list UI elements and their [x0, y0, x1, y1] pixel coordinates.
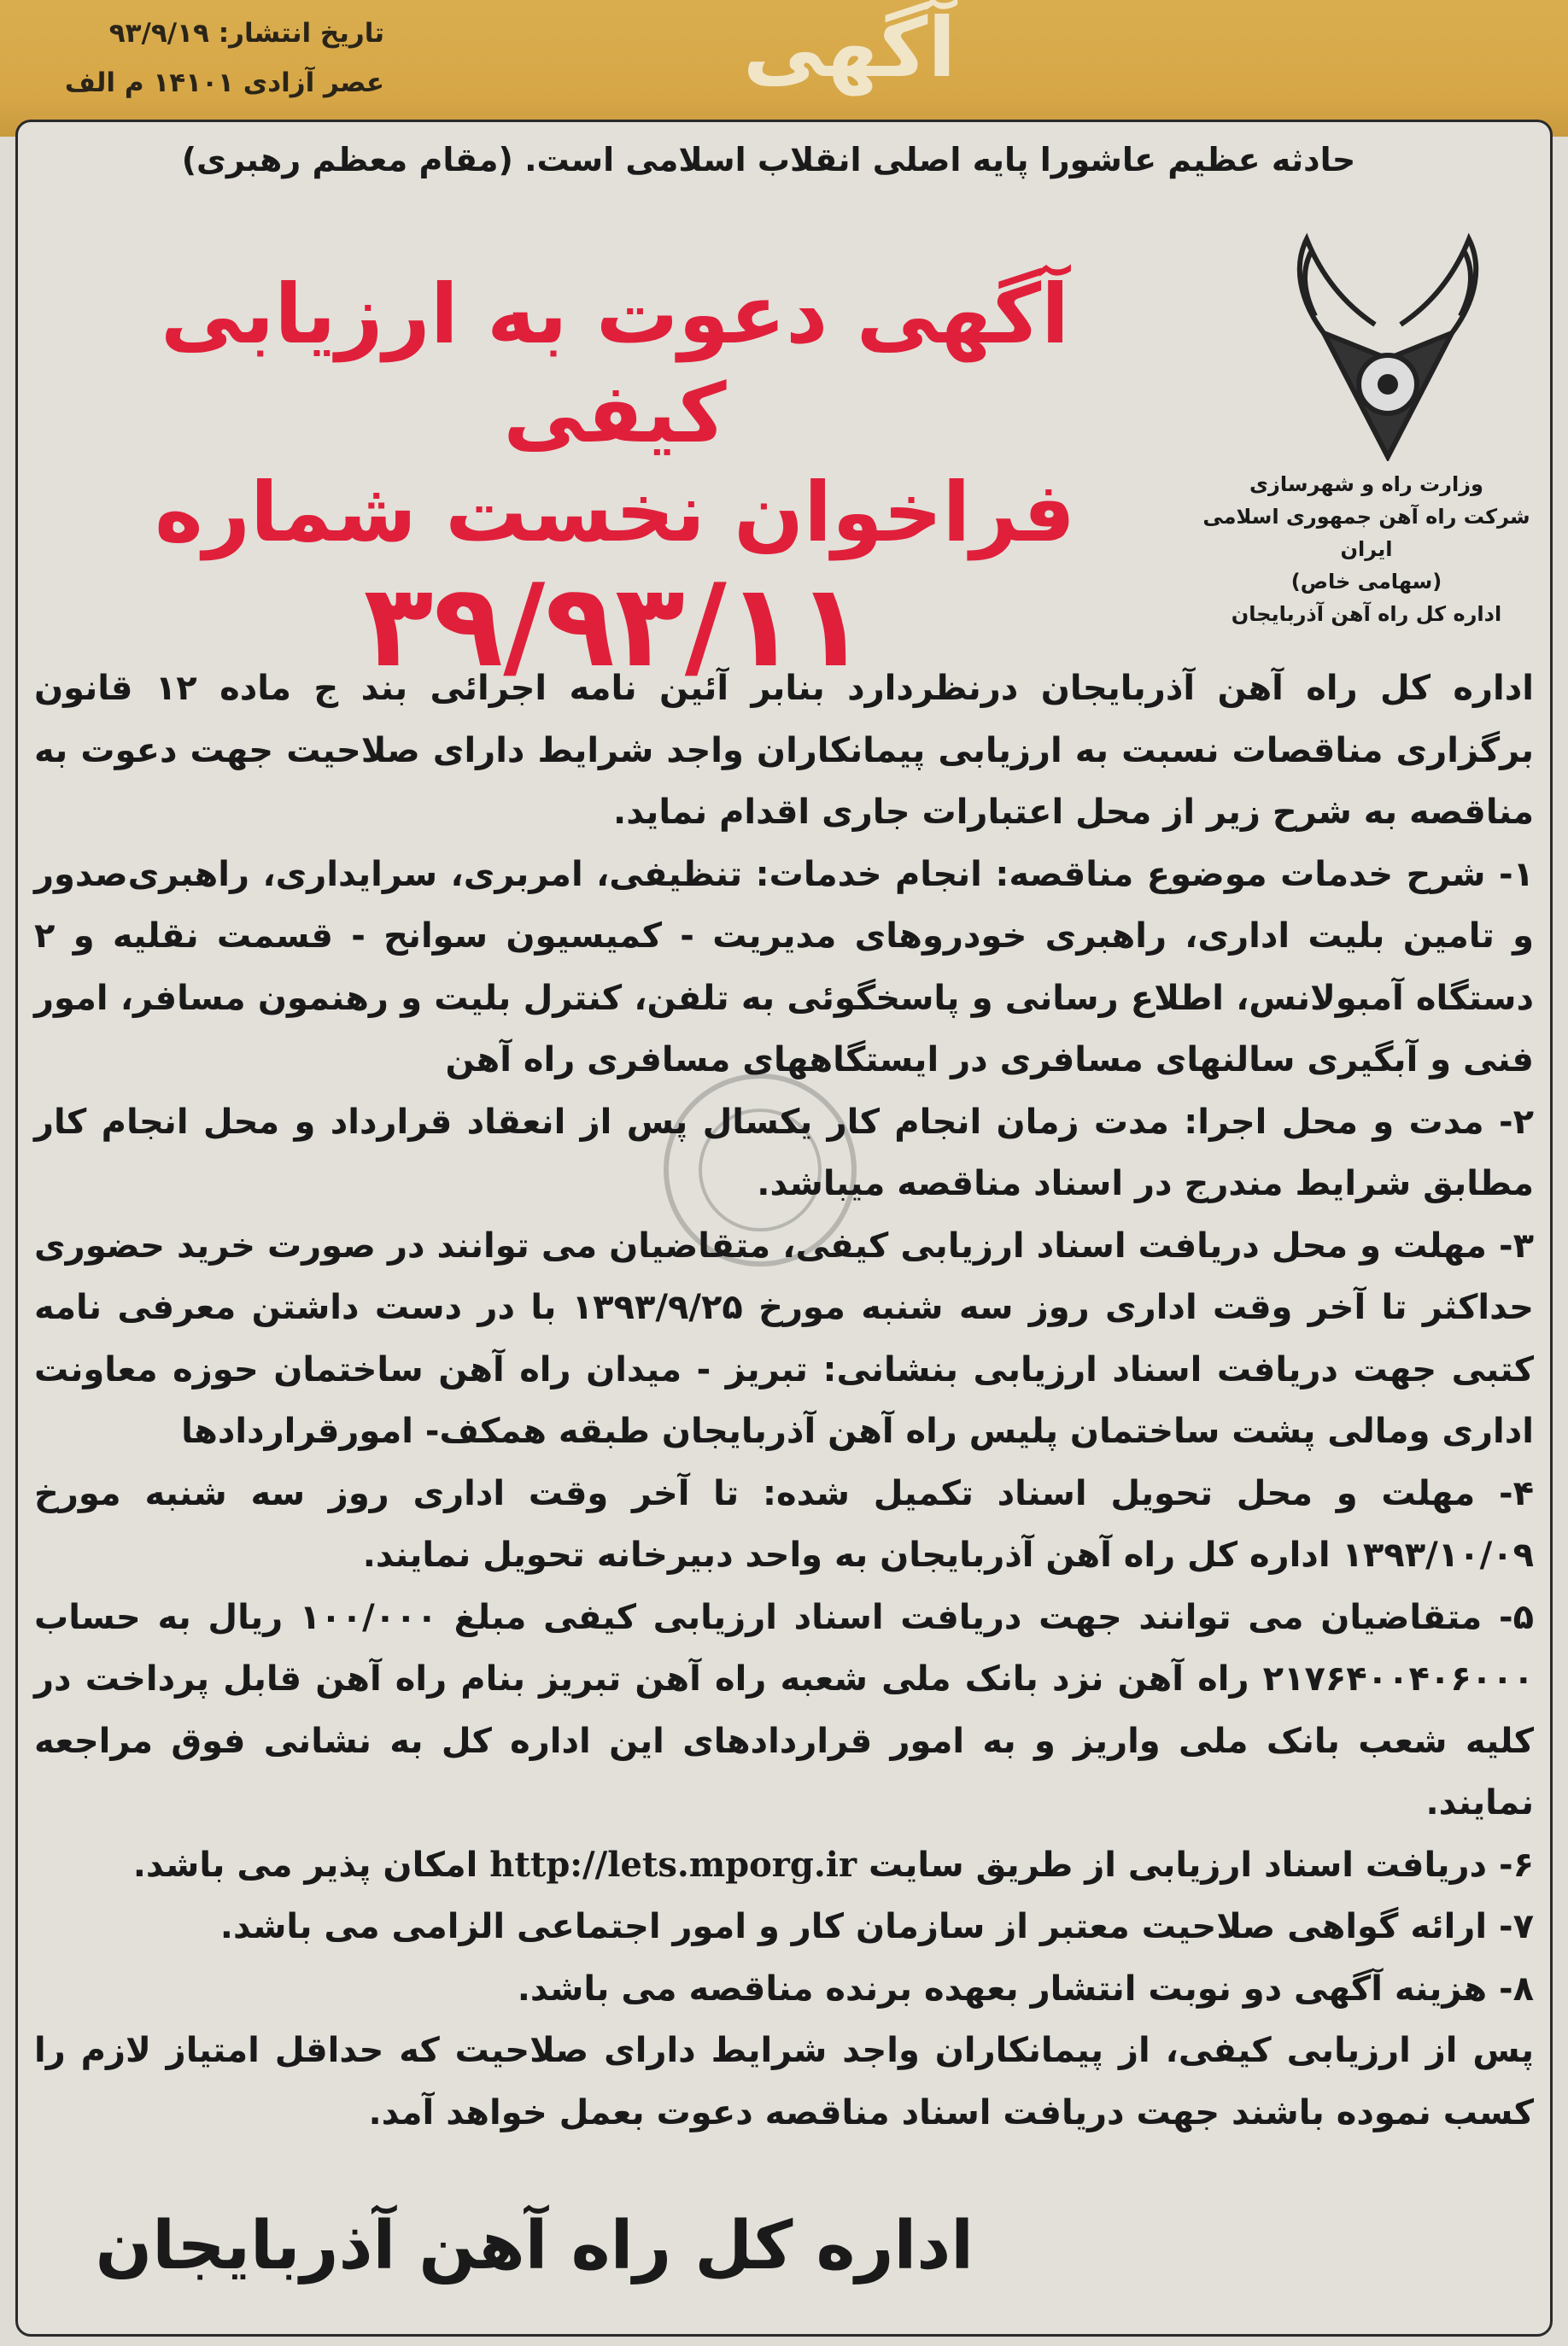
closing-paragraph: پس از ارزیابی کیفی، از پیمانکاران واجد شرایط دارای صلاحیت که حداقل امتیاز لازم را کسب نموده باشند جهت دریافت اسناد مناقصه دعوت بعمل خواهد آمد.	[34, 2031, 1534, 2132]
section-6-suffix: امکان پذیر می باشد.	[132, 1845, 478, 1885]
section-5: ۵- متقاضیان می توانند جهت دریافت اسناد ارزیابی کیفی مبلغ ۱۰۰/۰۰۰ ریال به حساب ۲۱۷۶۴۰۰۴۰۶۰۰۰ راه آهن نزد بانک ملی شعبه راه آهن تبریز بنام راه آهن قابل پرداخت در کلیه شعب بانک ملی واریز و به امور قراردادهای این اداره کل به نشانی فوق مراجعه نمایند.	[34, 1597, 1535, 1822]
section-4-text: تا آخر وقت اداری روز سه شنبه مورخ ۱۳۹۳/۱۰/۰۹ اداره کل راه آهن آذربایجان به واحد دبیرخانه تحویل نمایند.	[34, 1473, 1534, 1575]
notice-body	[34, 658, 1534, 2144]
banner-label: آگهی	[743, 0, 957, 96]
section-3-heading: ۳- مهلت و محل دریافت اسناد ارزیابی کیفی،	[782, 1226, 1534, 1266]
signature: اداره کل راه آهن آذربایجان	[95, 2208, 974, 2285]
section-1-heading: ۱- شرح خدمات موضوع مناقصه:	[995, 854, 1534, 894]
motto: حادثه عظیم عاشورا پایه اصلی انقلاب اسلامی است. (مقام معظم رهبری)	[181, 141, 1356, 178]
title-line-1: آگهی دعوت به ارزیابی کیفی	[161, 266, 1069, 461]
section-2	[34, 1091, 1534, 1215]
tender-website-link[interactable]: http://lets.mporg.ir	[489, 1844, 857, 1885]
section-7: ۷- ارائه گواهی صلاحیت معتبر از سازمان کار و امور اجتماعی الزامی می باشد.	[219, 1907, 1534, 1946]
org-company: شرکت راه آهن جمهوری اسلامی ایران	[1202, 505, 1530, 561]
org-type: (سهامی خاص)	[1290, 570, 1442, 594]
organization-block	[1179, 468, 1554, 630]
publication-date: تاریخ انتشار: ۹۳/۹/۱۹	[108, 18, 384, 49]
publication-paper: عصر آزادی ۱۴۱۰۱ م الف	[64, 67, 384, 98]
intro-paragraph: اداره کل راه آهن آذربایجان درنظردارد بنابر آئین نامه اجرائی بند ج ماده ۱۲ قانون برگزاری مناقصات نسبت به ارزیابی پیمانکاران واجد شرایط دارای صلاحیت جهت دعوت به مناقصه به شرح زیر از محل اعتبارات جاری اقدام نماید.	[34, 669, 1535, 832]
tender-number: ۳۹/۹۳/۱۱	[363, 559, 867, 693]
notice-title	[85, 265, 1144, 693]
publication-strip	[0, 0, 1568, 137]
section-2-heading: ۲- مدت و محل اجرا:	[1184, 1102, 1534, 1142]
org-department: اداره کل راه آهن آذربایجان	[1231, 602, 1502, 626]
section-8: ۸- هزینه آگهی دو نوبت انتشار بعهده برنده مناقصه می باشد.	[517, 1969, 1534, 2009]
section-2-text: مدت زمان انجام کار یکسال پس از انعقاد قرارداد و محل انجام کار مطابق شرایط مندرج در اسناد مناقصه میباشد.	[34, 1102, 1534, 1203]
section-4	[34, 1463, 1534, 1587]
railway-winged-logo-icon	[1290, 231, 1486, 461]
section-4-heading: ۴- مهلت و محل تحویل اسناد تکمیل شده:	[762, 1473, 1534, 1513]
title-line-2: فراخوان نخست شماره	[155, 465, 1075, 560]
section-6-text: ۶- دریافت اسناد ارزیابی از طریق سایت	[868, 1845, 1534, 1885]
section-3	[34, 1215, 1534, 1463]
publication-info	[26, 9, 384, 108]
section-3-text: متقاضیان می توانند در صورت خرید حضوری حداکثر تا آخر وقت اداری روز سه شنبه مورخ ۱۳۹۳/۹/۲۵ با در دست داشتن معرفی نامه کتبی جهت دریافت اسناد ارزیابی بنشانی: تبریز - میدان راه آهن ساختمان حوزه معاونت اداری ومالی پشت ساختمان پلیس راه آهن آذربایجان طبقه همکف- امورقراردادها	[34, 1226, 1535, 1451]
org-ministry: وزارت راه و شهرسازی	[1249, 472, 1483, 496]
section-6	[34, 1834, 1534, 1897]
section-1	[34, 844, 1534, 1091]
section-1-text: انجام خدمات: تنظیفی، امربری، سرایداری، راهبری‌صدور و تامین بلیت اداری، راهبری خودروهای مدیریت - کمیسیون سوانح - قسمت نقلیه و ۲ دستگاه آمبولانس، اطلاع رسانی و پاسخگوئی به تلفن، کنترل بلیت و رهنمون مسافر، امور فنی و آبگیری سالنهای مسافری در ایستگاههای مسافری راه آهن	[34, 854, 1534, 1079]
